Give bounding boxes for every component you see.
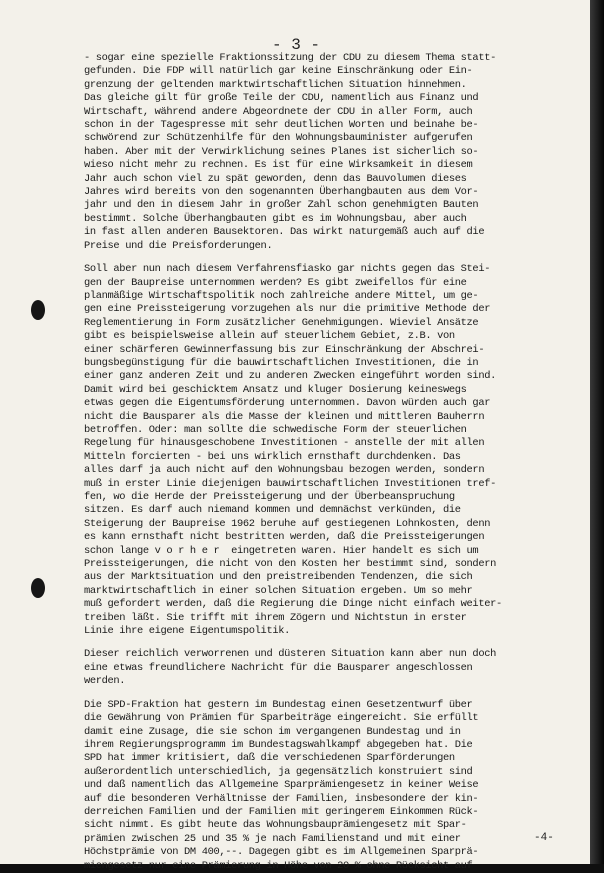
text-line: Damit wird bei geschicktem Ansatz und kluger Dosierung keineswegs: [84, 383, 467, 396]
text-line: Das gleiche gilt für große Teile der CDU, namentlich aus Finanz und: [84, 92, 479, 105]
text-line: Regelung für hinausgeschobene Investitionen - anstelle der mit allen: [84, 437, 485, 450]
text-line: schwörend zur Schützenhilfe für den Wohnungsbauminister aufgerufen: [84, 132, 473, 145]
text-line: Linie ihre eigene Eigentumspolitik.: [84, 625, 290, 638]
text-line: muß in erster Linie diejenigen bauwirtschaftlichen Investitionen tref-: [84, 477, 496, 490]
text-line: einer schärferen Gewinnerfassung bis zur Einschränkung der Abschrei-: [84, 343, 485, 356]
text-line: fen, wo die Herde der Preissteigerung und der Überbeanspruchung: [84, 491, 455, 503]
text-line: schon in der Tagespresse mit sehr deutlichen Worten und beinahe be-: [84, 119, 479, 132]
punch-hole: [31, 578, 45, 598]
text-line: prämien zwischen 25 und 35 % je nach Familienstand und mit einer: [84, 832, 461, 845]
text-line: auf die besonderen Verhältnisse der Familien, insbesondere der kin-: [84, 792, 479, 805]
text-line: außerordentlich unterschiedlich, ja gegensätzlich konstruiert sind: [84, 765, 473, 778]
text-line: Mitteln forcierten - bei uns wirklich ernsthaft durchdenken. Das: [84, 450, 461, 463]
text-line: einer ganz anderen Zeit und zu anderen Zwecken eingeführt worden sind.: [84, 370, 496, 383]
text-line: alles darf ja auch nicht auf den Wohnungsbau bezogen werden, sondern: [84, 464, 485, 477]
text-line: jahr und den in diesem Jahr in großer Zahl schon genehmigten Bauten: [84, 199, 479, 212]
text-line: Soll aber nun nach diesem Verfahrensfiasko gar nichts gegen das Stei-: [84, 263, 491, 276]
text-paragraph: [84, 699, 554, 873]
text-line: miengesetz nur eine Prämierung in Höhe von 20 % ohne Rücksicht auf: [84, 859, 473, 872]
text-line: es kann ernsthaft nicht bestritten werden, daß die Preissteigerungen: [84, 531, 485, 544]
text-line: grenzung der geltenden marktwirtschaftlichen Situation hinnehmen.: [84, 78, 467, 91]
text-line: aus der Marktsituation und den preistreibenden Tendenzen, die sich: [84, 571, 473, 584]
continuation-page-marker: -4-: [534, 832, 554, 844]
text-line: Steigerung der Baupreise 1962 beruhe auf gestiegenen Lohnkosten, denn: [84, 517, 491, 530]
text-line: treiben läßt. Sie trifft mit ihrem Zögern und Nichtstun in erster: [84, 611, 467, 624]
text-line: damit eine Zusage, die sie schon im vergangenen Bundestag und in: [84, 725, 461, 738]
text-line: betroffen. Oder: man sollte die schwedische Form der steuerlichen: [84, 423, 467, 436]
text-line: gen der Baupreise unternommen werden? Es gibt zweifellos für eine: [84, 276, 467, 289]
text-line: wieso nicht mehr zu rechnen. Es ist für eine Wirksamkeit in diesem: [84, 159, 473, 172]
page-number: - 3 -: [272, 36, 321, 54]
text-line: etwas gegen die Eigentumsförderung unternommen. Davon würden auch gar: [84, 397, 491, 410]
text-line: nicht die Bausparer als die Masse der kleinen und mittleren Bauherrn: [84, 410, 485, 423]
text-line: und daß namentlich das Allgemeine Sparprämiengesetz in keiner Weise: [84, 779, 479, 792]
text-line: Dieser reichlich verworrenen und düsteren Situation kann aber nun doch: [84, 648, 496, 661]
text-line: marktwirtschaftlich in einer solchen Situation ergeben. Um so mehr: [84, 584, 473, 597]
text-line: gen eine Preissteigerung vorzugehen als nur die primitive Methode der: [84, 303, 491, 316]
text-line: derreichen Familien und der Familien mit geringerem Einkommen Rück-: [84, 805, 479, 818]
text-line: SPD hat immer kritisiert, daß die verschiedenen Sparförderungen: [84, 752, 455, 765]
text-line: gefunden. Die FDP will natürlich gar keine Einschränkung oder Ein-: [84, 65, 473, 78]
text-line: Höchstprämie von DM 400,--. Dagegen gibt es im Allgemeinen Sparprä-: [84, 846, 479, 859]
typewritten-text-body: [84, 52, 554, 873]
text-paragraph: [84, 648, 554, 688]
text-line: Preise und die Preisforderungen.: [84, 239, 273, 252]
punch-hole: [31, 300, 45, 320]
text-line: in fast allen anderen Bausektoren. Das wirkt naturgemäß auch auf die: [84, 226, 485, 239]
scan-border: [590, 0, 604, 864]
text-line: muß gefordert werden, daß die Regierung die Dinge nicht einfach weiter-: [84, 598, 502, 611]
text-line: Jahr auch schon viel zu spät geworden, denn das Bauvolumen dieses: [84, 172, 467, 185]
text-line: eine etwas freundlichere Nachricht für die Bausparer angeschlossen: [84, 661, 473, 674]
text-line: Preissteigerungen, die nicht von den Kosten her bestimmt sind, sondern: [84, 558, 496, 571]
text-line: planmäßige Wirtschaftspolitik noch zahlreiche andere Mittel, um ge-: [84, 289, 479, 302]
text-paragraph: [84, 263, 554, 638]
text-line: ihrem Regierungsprogramm im Bundestagswahlkampf abgegeben hat. Die: [84, 738, 473, 751]
text-line: - sogar eine spezielle Fraktionssitzung der CDU zu diesem Thema statt-: [84, 52, 496, 64]
text-line: sicht nimmt. Es gibt heute das Wohnungsbauprämiengesetz mit Spar-: [84, 819, 467, 832]
text-line: haben. Aber mit der Verwirklichung seines Planes ist sicherlich so-: [84, 145, 479, 158]
text-line: Jahres wird bereits von den sogenannten Überhangbauten aus dem Vor-: [84, 186, 479, 199]
text-line: sitzen. Es darf auch niemand kommen und demnächst verkünden, die: [84, 504, 461, 517]
text-line: die Gewährung von Prämien für Sparbeiträge eingereicht. Sie erfüllt: [84, 712, 479, 725]
text-line: Reglementierung in Form zusätzlicher Genehmigungen. Wieviel Ansätze: [84, 316, 479, 329]
text-line: Die SPD-Fraktion hat gestern im Bundestag einen Gesetzentwurf über: [84, 698, 473, 711]
text-line: schon lange v o r h e r eingetreten waren. Hier handelt es sich um: [84, 544, 479, 557]
text-line: werden.: [84, 675, 126, 688]
text-paragraph: [84, 52, 554, 253]
text-line: gibt es beispielsweise allein auf steuerlichem Gebiet, z.B. von: [84, 330, 455, 343]
text-line: bestimmt. Solche Überhangbauten gibt es im Wohnungsbau, aber auch: [84, 212, 467, 225]
text-line: Wirtschaft, während andere Abgeordnete der CDU in aller Form, auch: [84, 105, 473, 118]
text-line: bungsbegünstigung für die bauwirtschaftlichen Investitionen, die in: [84, 356, 479, 369]
